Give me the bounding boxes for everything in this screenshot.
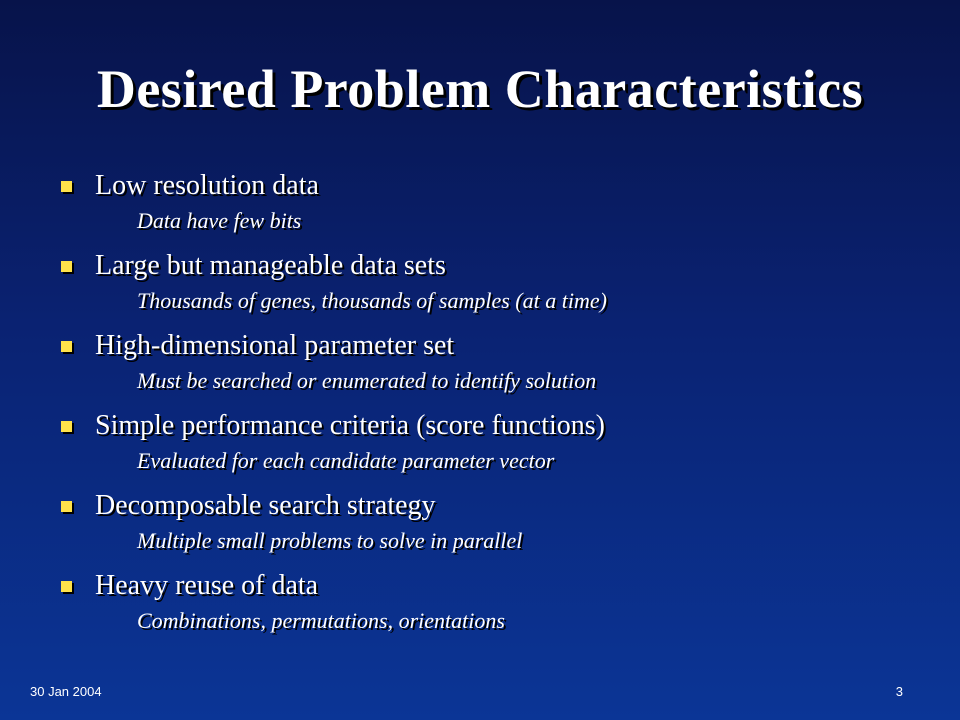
bullet-text: Decomposable search strategy <box>95 490 436 521</box>
square-bullet-icon <box>61 341 72 352</box>
square-bullet-icon <box>61 421 72 432</box>
bullet-subtext: Thousands of genes, thousands of samples (at a time) <box>137 288 607 313</box>
bullet-item <box>60 490 920 570</box>
bullet-text: Simple performance criteria (score functions) <box>95 410 606 441</box>
square-bullet-icon <box>61 181 72 192</box>
bullet-text: Heavy reuse of data <box>95 570 319 601</box>
bullet-item <box>60 410 920 490</box>
bullet-text: Low resolution data <box>95 170 319 201</box>
square-bullet-icon <box>61 581 72 592</box>
slide-number: 3 <box>895 684 903 699</box>
bullet-text: High-dimensional parameter set <box>95 330 455 361</box>
slide-title: Desired Problem Characteristics <box>96 59 864 119</box>
bullet-subtext: Evaluated for each candidate parameter vector <box>137 448 555 473</box>
bullet-list <box>60 170 920 650</box>
bullet-item <box>60 570 920 650</box>
bullet-subtext: Combinations, permutations, orientations <box>137 608 505 633</box>
bullet-subtext: Multiple small problems to solve in parallel <box>137 528 523 553</box>
bullet-text: Large but manageable data sets <box>95 250 446 281</box>
bullet-item <box>60 170 920 250</box>
bullet-subtext: Must be searched or enumerated to identify solution <box>137 368 597 393</box>
bullet-subtext: Data have few bits <box>137 208 302 233</box>
bullet-item <box>60 250 920 330</box>
bullet-item <box>60 330 920 410</box>
square-bullet-icon <box>61 261 72 272</box>
footer-date: 30 Jan 2004 <box>30 684 102 699</box>
square-bullet-icon <box>61 501 72 512</box>
